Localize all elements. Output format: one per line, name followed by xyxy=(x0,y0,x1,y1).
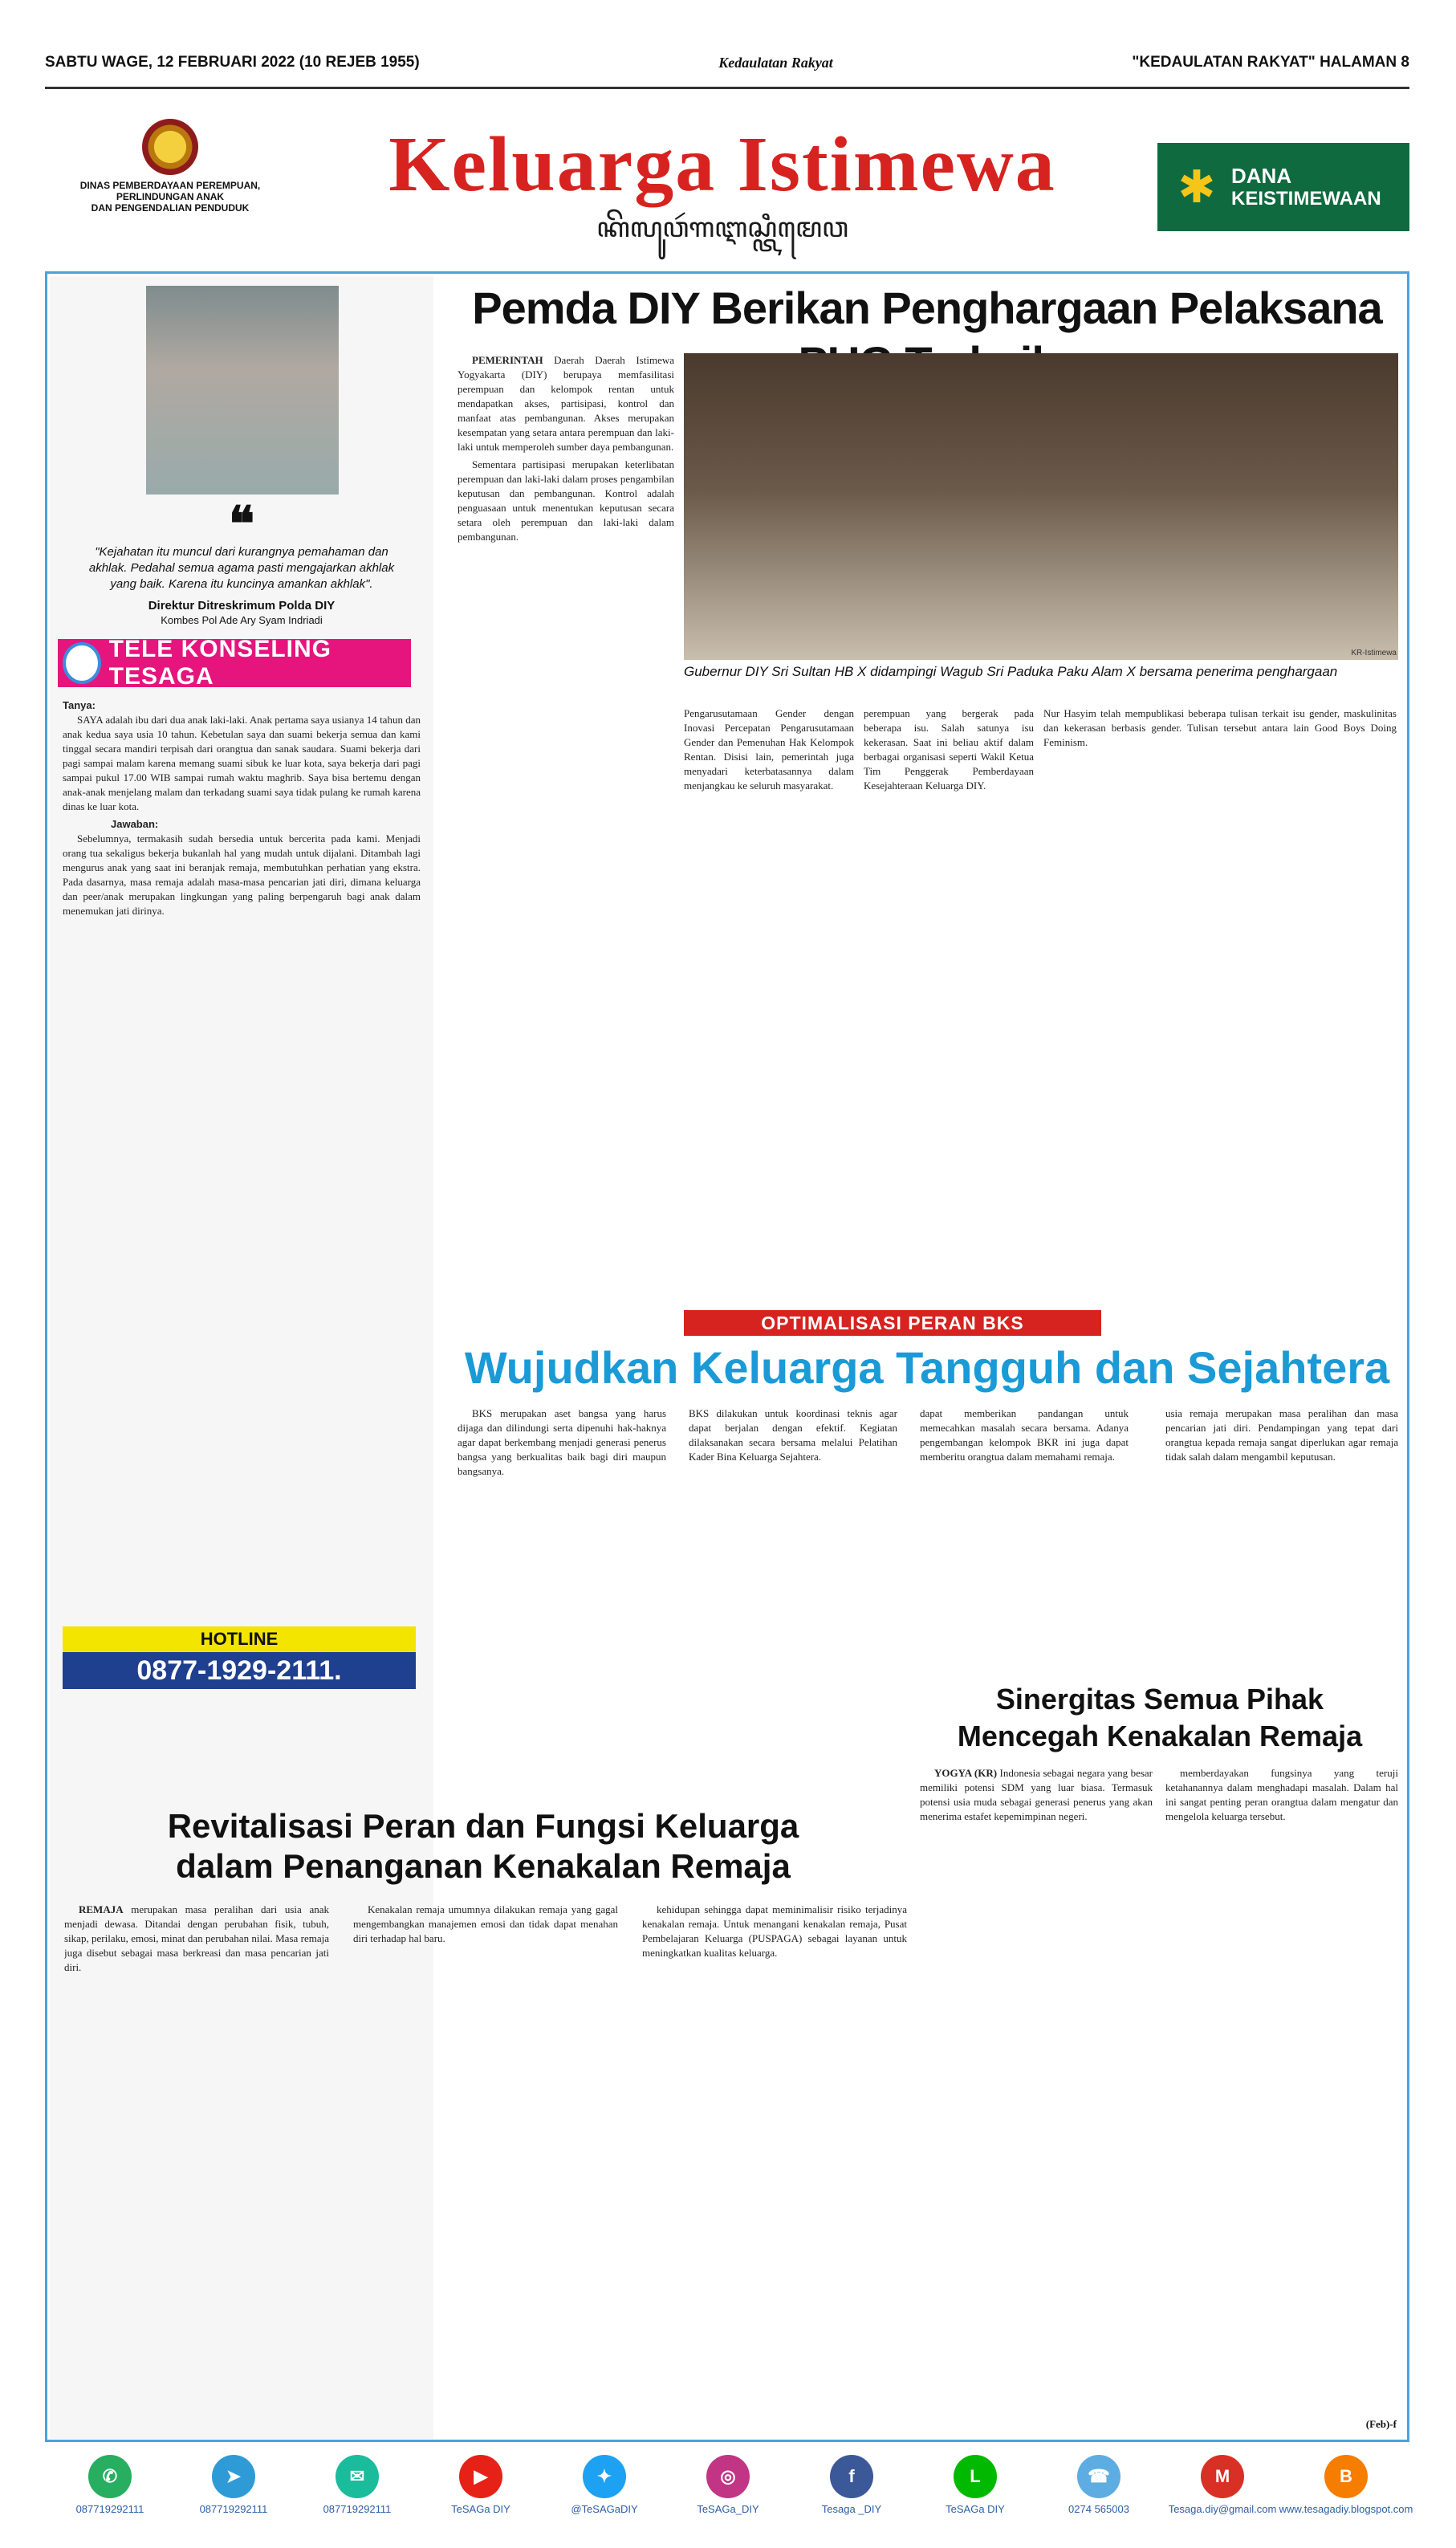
photo-caption: Gubernur DIY Sri Sultan HB X didampingi Wagub Sri Paduka Paku Alam X bersama penerima penghargaan xyxy=(684,664,1338,679)
tesaga-logo-icon xyxy=(63,642,101,684)
article3-col2 xyxy=(1165,1766,1398,2440)
contact-label: TeSAGa_DIY xyxy=(697,2503,759,2515)
line-icon: L xyxy=(954,2455,997,2498)
contact-label: 087719292111 xyxy=(75,2503,144,2515)
article1-lead-bold: PEMERINTAH xyxy=(472,354,543,366)
contact-item[interactable] xyxy=(791,2455,912,2535)
article3-body: Indonesia sebagai negara yang besar memiliki potensi SDM yang luar biasa. Termasuk potensi usia muda sebagai generasi penerus yang akan menerima estafet kepemimpinan negeri. xyxy=(920,1767,1153,1822)
tele-konseling-banner xyxy=(58,636,411,690)
article2-col4: usia remaja merupakan masa peralihan dan masa pencarian jati diri. Pendampingan yang tepat dari orangtua kepada remaja sangat diperlukan agar remaja tidak salah dalam mengambil keputusan. xyxy=(1165,1407,1398,1463)
official-photo xyxy=(146,286,339,495)
sidebar-quote: "Kejahatan itu muncul dari kurangnya pemahaman dan akhlak. Pedahal semua agama pasti mengajarkan akhlak yang baik. Karena itu kuncinya amankan akhlak". xyxy=(88,545,395,591)
article1-col4: Nur Hasyim telah mempublikasi beberapa tulisan terkait isu gender, maskulinitas dan kekerasan berbasis gender. Tulisan tersebut antara lain Good Boys Doing Feminism. xyxy=(1043,707,1397,748)
article2-kicker: OPTIMALISASI PERAN BKS xyxy=(684,1310,1101,1336)
answer-label: Jawaban: xyxy=(111,818,159,830)
contact-item[interactable] xyxy=(668,2455,788,2535)
contact-label: Tesaga.diy@gmail.com xyxy=(1168,2503,1277,2515)
facebook-icon: f xyxy=(830,2455,873,2498)
article3-col1 xyxy=(920,1766,1153,2440)
telegram-icon: ➤ xyxy=(212,2455,255,2498)
article3-signoff: (Feb)-f xyxy=(1365,2418,1397,2430)
article3-col2-text: memberdayakan fungsinya yang teruji ketahanannya dalam menghadapi masalah. Dalam hal ini sangat penting peran orangtua dalam mengatur dan mengelola keluarga tersebut. xyxy=(1165,1767,1398,1822)
contact-item[interactable] xyxy=(173,2455,294,2535)
crest-icon xyxy=(142,119,198,175)
youtube-icon: ▶ xyxy=(459,2455,502,2498)
chat-icon: ✉ xyxy=(336,2455,379,2498)
hotline-box xyxy=(63,1626,416,1694)
article4-col2-text: Kenakalan remaja umumnya dilakukan remaja yang gagal mengembangkan manajemen emosi dan tidak dapat menahan diri terhadap hal baru. xyxy=(353,1903,618,1944)
dana-mark-icon: ✱ xyxy=(1177,161,1216,212)
agency-name-1: DINAS PEMBERDAYAAN PEREMPUAN, xyxy=(79,180,261,191)
contact-label: @TeSAGaDIY xyxy=(571,2503,638,2515)
contact-label: 0274 565003 xyxy=(1068,2503,1129,2515)
quote-mark-icon: ❝ xyxy=(228,498,255,551)
blogger-icon: B xyxy=(1324,2455,1368,2498)
gmail-icon: M xyxy=(1201,2455,1244,2498)
issue-date: SABTU WAGE, 12 FEBRUARI 2022 (10 REJEB 1955) xyxy=(45,54,420,71)
article2-col2: BKS dilakukan untuk koordinasi teknis agar dapat berjalan dengan efektif. Kegiatan dilaksanakan secara bersama melalui Pelatihan Kader Bina Keluarga Sejahtera. xyxy=(689,1407,897,1463)
hotline-label: HOTLINE xyxy=(63,1626,416,1652)
contact-item[interactable] xyxy=(50,2455,170,2535)
contact-item[interactable] xyxy=(1279,2455,1413,2535)
article4-body: merupakan masa peralihan dari usia anak menjadi dewasa. Ditandai dengan perubahan fisik, tubuh, sikap, perilaku, emosi, minat dan perubahan nilai. Masa remaja juga disebut sebagai masa berkreasi dan masa pencarian jati diri. xyxy=(64,1903,329,1973)
contact-item[interactable] xyxy=(297,2455,417,2535)
award-photo xyxy=(684,353,1398,660)
contact-label: Tesaga _DIY xyxy=(821,2503,882,2515)
contact-item[interactable] xyxy=(421,2455,541,2535)
quote-person-title: Direktur Ditreskrimum Polda DIY xyxy=(148,599,336,613)
agency-block xyxy=(50,112,291,249)
article1-body: Sementara partisipasi merupakan keterlibatan perempuan dan laki-laki dalam proses pengambilan keputusan dan pembangunan. Kontrol adalah penguasaan untuk menentukan keputusan secara setara oleh perempuan dan laki-laki dalam pembangunan. xyxy=(458,458,674,543)
article1-col2: Pengarusutamaan Gender dengan Inovasi Percepatan Pengarusutamaan Gender dan Pemenuhan Hak Kelompok Rentan. Disisi lain, pemerintah juga menyadari keterbatasannya dalam menjangkau ke seluruh masyarakat. xyxy=(684,707,854,792)
agency-name-3: DAN PENGENDALIAN PENDUDUK xyxy=(91,202,250,214)
contact-item[interactable] xyxy=(1039,2455,1159,2535)
article4-headline-2: dalam Penanganan Kenakalan Remaja xyxy=(176,1847,791,1885)
contact-item[interactable] xyxy=(544,2455,665,2535)
article1-headline: Pemda DIY Berikan Penghargaan Pelaksana xyxy=(472,283,1382,333)
article4-headline-1: Revitalisasi Peran dan Fungsi Keluarga xyxy=(167,1807,799,1845)
article3-lead-bold: YOGYA (KR) xyxy=(934,1767,998,1779)
page-number: "KEDAULATAN RAKYAT" HALAMAN 8 xyxy=(1132,54,1409,71)
article1-lead-column xyxy=(458,353,674,1300)
article3-headline-1: Sinergitas Semua Pihak xyxy=(995,1683,1324,1716)
twitter-icon: ✦ xyxy=(583,2455,626,2498)
contact-label: TeSAGa DIY xyxy=(451,2503,510,2515)
section-title: Keluarga Istimewa xyxy=(388,121,1056,208)
section-title-javanese: ꦏꦼꦭꦸꦮꦂꦒꦆꦱ꧀ꦠꦶꦩꦺꦮ xyxy=(596,212,848,244)
article1-lead: Daerah Daerah Istimewa Yogyakarta (DIY) berupaya memfasilitasi perempuan dan kelompok rentan untuk mendapatkan akses, partisipasi, kontrol dan manfaat atas pembangunan. Akses merupakan kesempatan yang setara antara perempuan dan laki-laki untuk memperoleh sumber daya pembangunan. xyxy=(458,354,674,453)
contact-label: TeSAGa DIY xyxy=(946,2503,1005,2515)
article3-headline-2: Mencegah Kenakalan Remaja xyxy=(957,1720,1363,1752)
contact-label: 087719292111 xyxy=(323,2503,392,2515)
contact-label: www.tesagadiy.blogspot.com xyxy=(1279,2503,1413,2515)
dana-label-2: KEISTIMEWAAN xyxy=(1231,188,1381,210)
instagram-icon: ◎ xyxy=(706,2455,750,2498)
masthead-bar xyxy=(45,45,1409,80)
contact-item[interactable] xyxy=(915,2455,1035,2535)
dana-label-1: DANA xyxy=(1231,164,1292,188)
dana-keistimewaan-logo xyxy=(1157,143,1409,231)
paper-name: Kedaulatan Rakyat xyxy=(718,54,833,71)
article4-col3 xyxy=(642,1903,907,2440)
article1-col3: perempuan yang bergerak pada beberapa isu. Salah satunya isu kekerasan. Saat ini beliau aktif dalam berbagai organisasi seperti Wakil Ketua Tim Penggerak Pemberdayaan Kesejahteraan Keluarga DIY. xyxy=(864,707,1034,792)
masthead-rule xyxy=(45,87,1409,89)
answer-text: Sebelumnya, termakasih sudah bersedia untuk bercerita pada kami. Menjadi orang tua sekaligus bekerja bukanlah hal yang mudah untuk dijalani. Ditambah lagi mengurus anak yang saat ini beranjak remaja, membutuhkan perhatian yang ekstra. Pada dasarnya, masa remaja adalah masa-masa pencarian jati diri, dimana keluarga dan peer/anak merupakan lingkungan yang paling berpengaruh bagi anak dalam menemukan jati dirinya. xyxy=(63,832,421,917)
phone-icon: ☎ xyxy=(1077,2455,1120,2498)
article2-headline: Wujudkan Keluarga Tangguh dan Sejahtera xyxy=(464,1342,1390,1393)
contact-label: 087719292111 xyxy=(199,2503,268,2515)
article4-col1 xyxy=(64,1903,329,2440)
hotline-number[interactable]: 0877-1929-2111. xyxy=(63,1652,416,1689)
article4-lead-bold: REMAJA xyxy=(79,1903,124,1915)
question-text: SAYA adalah ibu dari dua anak laki-laki. Anak pertama saya usianya 14 tahun dan anak kedua saya usia 10 tahun. Kebetulan saya dan suami bekerja semua dan kami tinggal secara mandiri terpisah dari orangtua dan sanak saudara. Suami bekerja dari pagi sampai malam karena memang suami sibuk ke luar kota, saya bekerja dari pagi sampai pukul 17.00 WIB sampai rumah waktu maghrib. Saya bisa bertemu dengan anak-anak menjelang malam dan terkadang suami saya tidak pulang ke rumah karena dinas ke luar kota. xyxy=(63,714,421,812)
whatsapp-icon: ✆ xyxy=(88,2455,132,2498)
photo-credit: KR-Istimewa xyxy=(1351,649,1397,657)
contact-footer xyxy=(50,2455,1413,2535)
question-label: Tanya: xyxy=(63,699,96,711)
tele-konseling-title: TELE KONSELING TESAGA xyxy=(108,636,331,690)
agency-name-2: PERLINDUNGAN ANAK xyxy=(116,191,225,202)
article2-body: BKS merupakan aset bangsa yang harus dijaga dan dilindungi serta dipenuhi hak-haknya agar dapat berkembang menjadi generasi penerus bangsa yang berkualitas baik bagi diri maupun bangsanya. xyxy=(458,1407,666,1477)
article4-col2 xyxy=(353,1903,618,2440)
quote-person-name: Kombes Pol Ade Ary Syam Indriadi xyxy=(161,614,323,626)
contact-item[interactable] xyxy=(1162,2455,1283,2535)
article4-col3-text: kehidupan sehingga dapat meminimalisir risiko terjadinya kenakalan remaja. Untuk menangani kenakalan remaja, Pusat Pembelajaran Keluarga (PUSPAGA) sebagai layanan untuk meningkatkan kualitas keluarga. xyxy=(642,1903,907,1959)
article2-col3: dapat memberikan pandangan untuk memecahkan masalah secara bersama. Adanya pengembangan kelompok BKR ini juga dapat memberitu orangtua dalam memahami remaja. xyxy=(920,1407,1129,1463)
